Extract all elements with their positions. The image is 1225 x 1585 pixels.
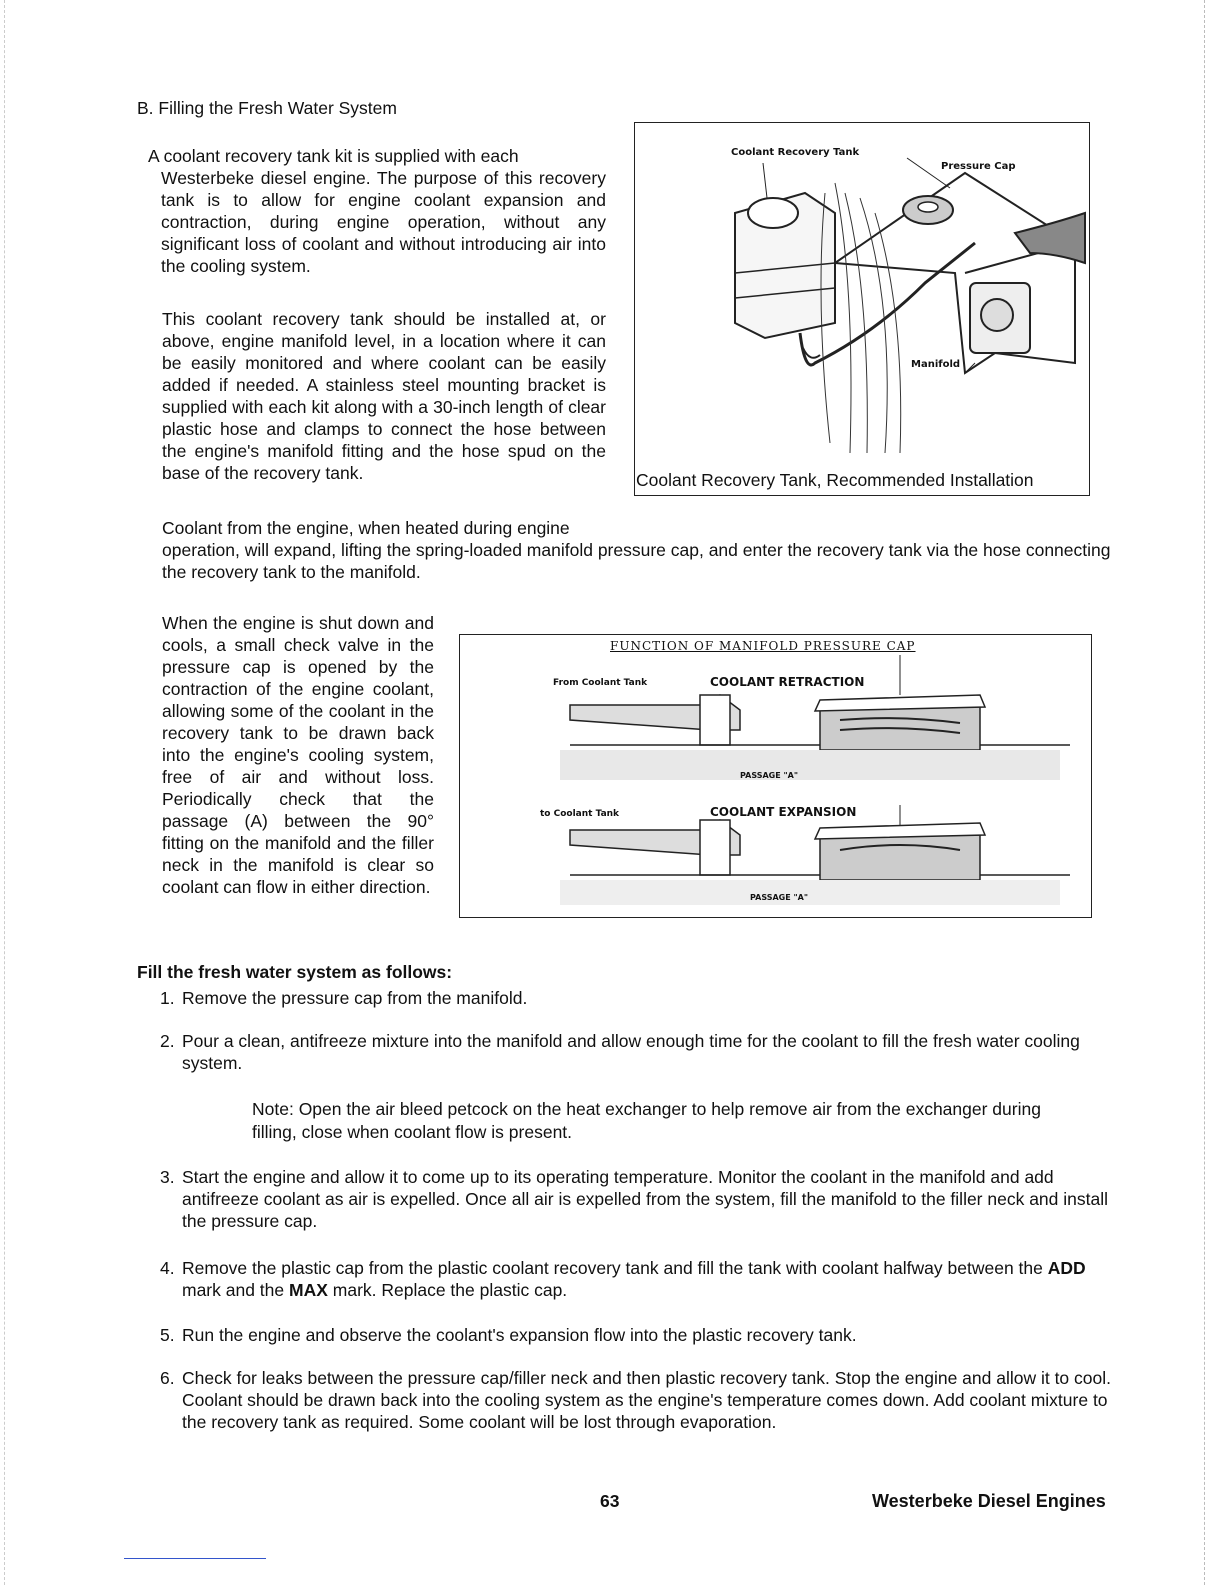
intro-paragraph-1-first-line: A coolant recovery tank kit is supplied with each (148, 146, 519, 166)
intro-paragraph-2: This coolant recovery tank should be installed at, or above, engine manifold level, in a location where it can be easily monitored and where coolant can be easily added if needed. A stainless steel mounting bracket is supplied with each kit along with a 30-inch length of clear plastic hose and clamps to connect the hose between the engine's manifold fitting and the hose spud on the base of the recovery tank. (162, 309, 606, 483)
label-from-coolant-tank: From Coolant Tank (553, 678, 648, 688)
step-number: 6. (160, 1368, 175, 1388)
bottom-rule (124, 1558, 266, 1559)
label-coolant-recovery-tank: Coolant Recovery Tank (731, 147, 860, 158)
step-number: 2. (160, 1031, 175, 1051)
label-manifold: Manifold (911, 359, 961, 370)
coolant-paragraph-rest: operation, will expand, lifting the spring-loaded manifold pressure cap, and enter the recovery tank via the hose connecting the recovery tank to the manifold. (162, 540, 1111, 582)
label-coolant-expansion: COOLANT EXPANSION (710, 805, 857, 819)
footer-brand: Westerbeke Diesel Engines (872, 1491, 1106, 1511)
step-text: Check for leaks between the pressure cap/filler neck and then plastic recovery tank. Stop the engine and allow it to cool. Coolant should be drawn back into the cooling system as the engine's temperature comes down. Add coolant mixture to the recovery tank as required. Some coolant will be lost through evaporation. (182, 1368, 1111, 1432)
step-text: Remove the plastic cap from the plastic coolant recovery tank and fill the tank with coolant halfway between the ADD mark and the MAX mark. Replace the plastic cap. (182, 1258, 1086, 1300)
scan-edge-left (4, 0, 5, 1585)
step-text: Remove the pressure cap from the manifold. (182, 988, 528, 1008)
scan-edge-right (1204, 0, 1205, 1585)
max-mark: MAX (289, 1280, 328, 1300)
step-6 (160, 1367, 1124, 1433)
step-number: 5. (160, 1325, 175, 1345)
step-text: Pour a clean, antifreeze mixture into the manifold and allow enough time for the coolant to fill the fresh water cooling system. (182, 1031, 1080, 1073)
coolant-expansion-paragraph (162, 517, 1122, 583)
label-coolant-retraction: COOLANT RETRACTION (710, 675, 865, 689)
step-2 (160, 1030, 1124, 1074)
step-5 (160, 1324, 1124, 1346)
step-number: 3. (160, 1167, 175, 1187)
recovery-tank-illustration (635, 123, 1089, 495)
figure-2-title: FUNCTION OF MANIFOLD PRESSURE CAP (610, 639, 916, 653)
note-air-bleed: Note: Open the air bleed petcock on the heat exchanger to help remove air from the exchanger during filling, close when coolant flow is present. (252, 1099, 1041, 1142)
section-heading: B. Filling the Fresh Water System (137, 98, 397, 118)
contraction-paragraph: When the engine is shut down and cools, a small check valve in the pressure cap is opened by the contraction of the engine coolant, allowing some of the coolant in the recovery tank to be drawn back into the engine's cooling system, free of air and without loss. Periodically check that the passage (A) between the 90° fitting on the manifold and the filler neck in the manifold is clear so coolant can flow in either direction. (162, 613, 434, 897)
label-passage-a-top: PASSAGE "A" (740, 771, 799, 780)
add-mark: ADD (1047, 1258, 1086, 1278)
fill-heading: Fill the fresh water system as follows: (137, 962, 453, 982)
step-number: 4. (160, 1258, 175, 1278)
figure-1-caption: Coolant Recovery Tank, Recommended Installation (636, 470, 1034, 490)
step-number: 1. (160, 988, 175, 1008)
figure-recovery-tank-installation (634, 122, 1090, 496)
label-passage-a-bottom: PASSAGE "A" (750, 893, 809, 902)
step-4 (160, 1257, 1124, 1301)
step-text: Start the engine and allow it to come up to its operating temperature. Monitor the coolant in the manifold and add antifreeze coolant as air is expelled. Once all air is expelled from the system, fill the manifold to the filler neck and install the pressure cap. (182, 1167, 1109, 1231)
label-to-coolant-tank: to Coolant Tank (540, 809, 620, 819)
coolant-paragraph-line1: Coolant from the engine, when heated during engine (162, 518, 570, 538)
step-1 (160, 987, 1124, 1009)
step-3 (160, 1166, 1124, 1232)
page-number: 63 (600, 1491, 620, 1511)
intro-paragraph-1 (148, 145, 606, 277)
step-text: Run the engine and observe the coolant's expansion flow into the plastic recovery tank. (182, 1325, 857, 1345)
label-pressure-cap: Pressure Cap (941, 161, 1016, 172)
figure-manifold-pressure-cap (459, 634, 1092, 918)
intro-paragraph-1-body: Westerbeke diesel engine. The purpose of this recovery tank is to allow for engine coolant expansion and contraction, during engine operation, without any significant loss of coolant and without introducing air into the cooling system. (161, 168, 606, 276)
